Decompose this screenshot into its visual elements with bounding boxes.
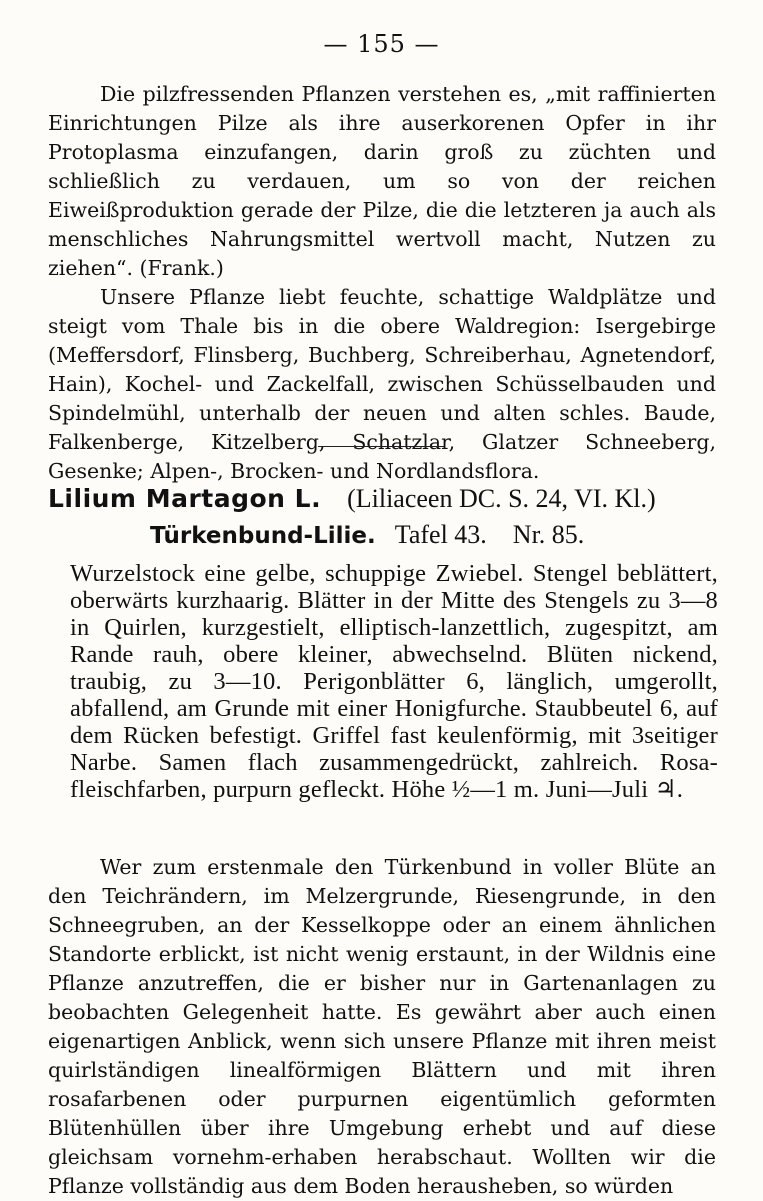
species-subheading (150, 520, 710, 550)
species-classification: (Liliaceen DC. S. 24, VI. Kl.) (347, 484, 656, 513)
species-latin-name: Lilium Martagon L. (48, 484, 322, 513)
section-divider (318, 446, 444, 447)
species-common-name: Türkenbund-Lilie. (150, 523, 376, 549)
species-number: Nr. 85. (512, 520, 585, 549)
page-number: — 155 — (323, 30, 440, 58)
body-paragraph: Wer zum erstenmale den Türkenbund in voller Blüte an den Teichrändern, im Melzergrunde, Riesengrunde, in den Schneegruben, an der Kesselkoppe oder an einem ähnlichen Standorte erblickt, ist nicht wenig erstaunt, in der Wildnis eine Pflanze anzutreffen, die er bisher nur in Gartenanlagen zu beobachten Gelegenheit hatte. Es gewährt aber auch einen eigenartigen Anblick, wenn sich unsere Pflanze mit ihren meist quirlständigen linealförmigen Blättern und mit ihren rosafarbenen oder purpurnen eigentümlich geformten Blütenhüllen über ihre Umgebung erhebt und auf diese gleichsam vornehm-erhaben herabschaut. Wollten wir die Pflanze vollständig aus dem Boden herausheben, so würden (48, 855, 716, 1198)
body-text (48, 853, 716, 1201)
species-plate: Tafel 43. (394, 520, 487, 549)
intro-text (48, 80, 716, 486)
species-description: Wurzelstock eine gelbe, schuppige Zwiebel. Stengel beblättert, oberwärts kurzhaarig. Blätter in der Mitte des Stengels zu 3—8 in Quirlen, kurzgestielt, elliptisch-lanzettlich, zugespitzt, am Rande rauh, obere kleiner, abwechselnd. Blüten nickend, traubig, zu 3—10. Perigonblätter 6, länglich, umgerollt, abfallend, am Grunde mit einer Honigfurche. Staubbeutel 6, auf dem Rücken befestigt. Griffel fast keulenförmig, mit 3seitiger Narbe. Samen flach zusammengedrückt, zahlreich. Rosa-fleischfarben, purpurn gefleckt. Höhe ½—1 m. Juni—Juli ♃. (70, 560, 718, 803)
intro-paragraph: Unsere Pflanze liebt feuchte, schattige Waldplätze und steigt vom Thale bis in die obere Waldregion: Isergebirge (Meffersdorf, Flinsberg, Buchberg, Schreiberhau, Agnetendorf, Hain), Kochel- und Zackelfall, zwischen Schüsselbauden und Spindelmühl, unterhalb der neuen und alten schles. Baude, Falkenberge, Kitzelberg, Schatzlar, Glatzer Schneeberg, Gesenke; Alpen-, Brocken- und Nordlandsflora. (48, 285, 716, 483)
species-heading (48, 484, 728, 514)
intro-paragraph: Die pilzfressenden Pflanzen verstehen es, „mit raffinierten Einrichtungen Pilze als ihre auserkorenen Opfer in ihr Protoplasma einzufangen, darin groß zu züchten und schließlich zu verdauen, um so von der reichen Eiweißproduktion gerade der Pilze, die die letzteren ja auch als menschliches Nahrungsmittel wertvoll macht, Nutzen zu ziehen“. (Frank.) (48, 82, 716, 280)
